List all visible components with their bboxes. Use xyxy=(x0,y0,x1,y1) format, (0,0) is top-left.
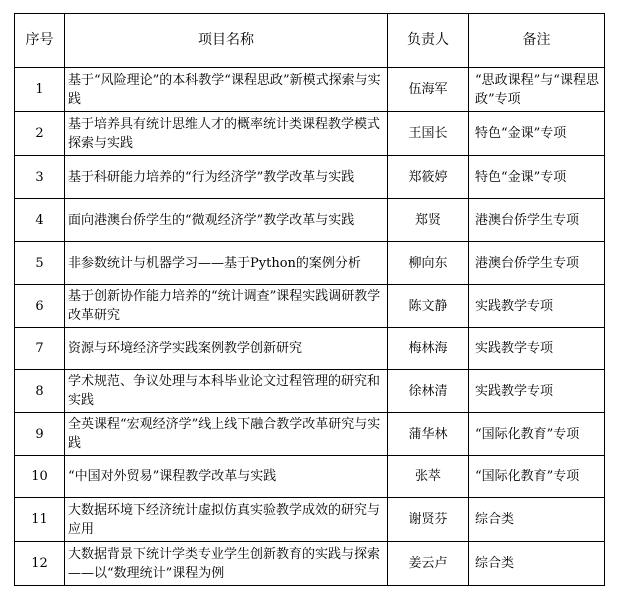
row-number: 9 xyxy=(15,413,65,456)
header-leader: 负责人 xyxy=(388,14,469,68)
row-project-name: 基于培养具有统计思维人才的概率统计类课程教学模式探索与实践 xyxy=(65,112,388,156)
row-number: 3 xyxy=(15,156,65,199)
row-note: 港澳台侨学生专项 xyxy=(469,199,605,242)
row-note: “思政课程”与“课程思政”专项 xyxy=(469,68,605,112)
row-leader: 陈文静 xyxy=(388,285,469,328)
row-note: 实践教学专项 xyxy=(469,328,605,370)
row-leader: 姜云卢 xyxy=(388,542,469,586)
table-row xyxy=(15,456,605,498)
row-note: 实践教学专项 xyxy=(469,285,605,328)
row-project-name: 资源与环境经济学实践案例教学创新研究 xyxy=(65,328,388,370)
row-project-name: 基于科研能力培养的“行为经济学”教学改革与实践 xyxy=(65,156,388,199)
row-number: 2 xyxy=(15,112,65,156)
header-number: 序号 xyxy=(15,14,65,68)
row-project-name: 基于创新协作能力培养的“统计调查”课程实践调研教学改革研究 xyxy=(65,285,388,328)
table-row xyxy=(15,328,605,370)
row-number: 6 xyxy=(15,285,65,328)
row-leader: 梅林海 xyxy=(388,328,469,370)
row-leader: 张萃 xyxy=(388,456,469,498)
row-note: 特色“金课”专项 xyxy=(469,156,605,199)
row-number: 11 xyxy=(15,498,65,542)
table-row xyxy=(15,242,605,285)
project-table xyxy=(14,13,605,586)
table-row xyxy=(15,413,605,456)
row-leader: 徐林清 xyxy=(388,370,469,413)
row-note: “国际化教育”专项 xyxy=(469,456,605,498)
row-leader: 蒲华林 xyxy=(388,413,469,456)
table-row xyxy=(15,112,605,156)
header-project-name: 项目名称 xyxy=(65,14,388,68)
row-number: 8 xyxy=(15,370,65,413)
row-project-name: 大数据环境下经济统计虚拟仿真实验教学成效的研究与应用 xyxy=(65,498,388,542)
row-leader: 郑贤 xyxy=(388,199,469,242)
table-row xyxy=(15,285,605,328)
row-note: 港澳台侨学生专项 xyxy=(469,242,605,285)
row-leader: 谢贤芬 xyxy=(388,498,469,542)
row-note: 特色“金课”专项 xyxy=(469,112,605,156)
row-project-name: 学术规范、争议处理与本科毕业论文过程管理的研究和实践 xyxy=(65,370,388,413)
table-row xyxy=(15,370,605,413)
row-project-name: 面向港澳台侨学生的“微观经济学”教学改革与实践 xyxy=(65,199,388,242)
table-row xyxy=(15,199,605,242)
row-number: 5 xyxy=(15,242,65,285)
row-project-name: 基于“风险理论”的本科教学“课程思政”新模式探索与实践 xyxy=(65,68,388,112)
row-note: 实践教学专项 xyxy=(469,370,605,413)
table-header-row xyxy=(15,14,605,68)
row-project-name: “中国对外贸易”课程教学改革与实践 xyxy=(65,456,388,498)
row-number: 7 xyxy=(15,328,65,370)
row-number: 1 xyxy=(15,68,65,112)
row-note: 综合类 xyxy=(469,542,605,586)
row-number: 12 xyxy=(15,542,65,586)
row-project-name: 全英课程“宏观经济学”线上线下融合教学改革研究与实践 xyxy=(65,413,388,456)
row-leader: 柳向东 xyxy=(388,242,469,285)
table-row xyxy=(15,68,605,112)
row-number: 10 xyxy=(15,456,65,498)
row-project-name: 非参数统计与机器学习——基于Python的案例分析 xyxy=(65,242,388,285)
row-leader: 郑筱婷 xyxy=(388,156,469,199)
row-note: 综合类 xyxy=(469,498,605,542)
row-leader: 伍海军 xyxy=(388,68,469,112)
table-row xyxy=(15,156,605,199)
table-row xyxy=(15,542,605,586)
row-note: “国际化教育”专项 xyxy=(469,413,605,456)
row-leader: 王国长 xyxy=(388,112,469,156)
row-number: 4 xyxy=(15,199,65,242)
table-row xyxy=(15,498,605,542)
row-project-name: 大数据背景下统计学类专业学生创新教育的实践与探索——以“数理统计”课程为例 xyxy=(65,542,388,586)
header-note: 备注 xyxy=(469,14,605,68)
